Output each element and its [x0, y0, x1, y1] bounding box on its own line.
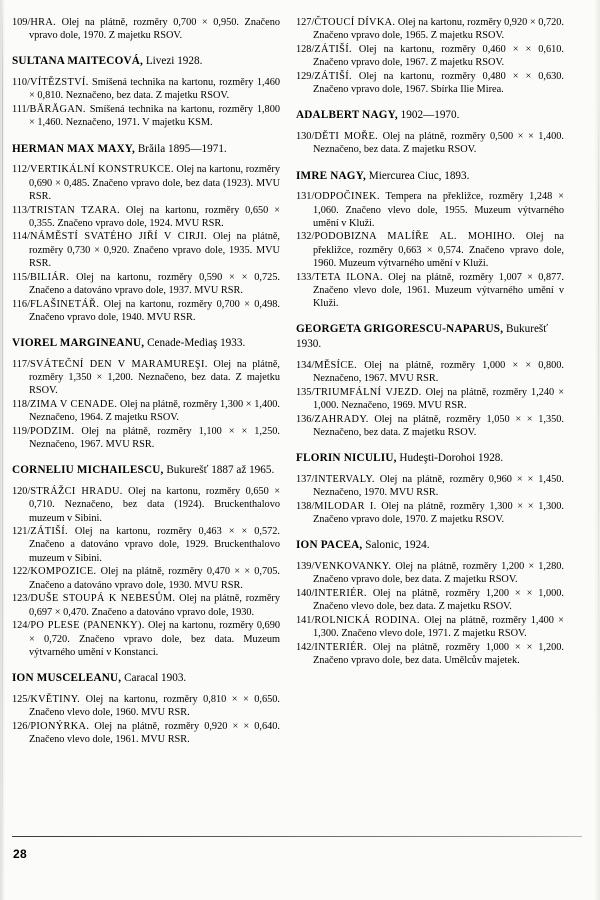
entry-description: Olej na kartonu, rozměry 0,480 × × 0,630. Značeno vpravo dole, 1967. Sbírka Ilie Mirea.	[313, 70, 564, 96]
artist-name: VIOREL MARGINEANU,	[12, 337, 145, 349]
catalogue-entry	[12, 398, 280, 424]
entry-number: 128/	[296, 43, 315, 55]
catalogue-entry	[12, 298, 280, 324]
entry-number: 126/	[12, 720, 31, 732]
catalogue-entry	[12, 425, 280, 451]
catalogue-entry-group	[12, 76, 280, 129]
entry-description: Olej na plátně, rozměry 0,697 × 0,470. Značeno a datováno vpravo dole, 1930.	[29, 593, 281, 618]
artist-name: HERMAN MAX MAXY,	[12, 142, 136, 155]
entry-number: 125/	[12, 693, 31, 705]
entry-number: 136/	[296, 413, 315, 425]
catalogue-entry-group	[296, 473, 564, 526]
catalogue-entry	[296, 500, 564, 526]
entry-description: Olej na kartonu, rozměry 0,650 × 0,355. Značeno vpravo dole, 1924. MVU RSR.	[29, 204, 280, 229]
entry-title: MILODAR I.	[314, 500, 377, 512]
entry-number: 111/	[12, 104, 30, 116]
entry-description: Smíšená technika na kartonu, rozměry 1,800 × 1,460. Neznačeno, 1971. V majetku KSM.	[29, 104, 280, 129]
entry-description: Tempera na překližce, rozměry 1,248 × 1,060. Značeno vlevo dole, 1955. Muzeum výtvarného umění v Kluži.	[313, 191, 564, 229]
entry-title: KVĚTINY.	[30, 693, 81, 705]
catalogue-entry	[296, 230, 564, 270]
entry-title: MĚSÍCE.	[314, 359, 358, 371]
entry-description: Olej na plátně, rozměry 1,000 × × 0,800. Neznačeno, 1967. MVU RSR.	[313, 359, 564, 385]
entry-description: Olej na plátně, rozměry 1,000 × × 1,200. Značeno vpravo dole, bez data. Umělcův majetek.	[313, 641, 564, 667]
entry-number: 115/	[12, 271, 30, 283]
artist-heading	[12, 463, 280, 478]
entry-number: 139/	[296, 561, 315, 573]
entry-number: 110/	[12, 77, 30, 89]
catalogue-entry-group	[12, 485, 280, 659]
entry-number: 116/	[12, 298, 30, 310]
entry-number: 123/	[12, 593, 31, 605]
entry-title: TRIUMFÁLNÍ VJEZD.	[314, 386, 422, 398]
entry-title: PODZIM.	[29, 425, 75, 437]
catalogue-entry	[12, 565, 280, 591]
artist-birthplace-year: Bukurešť 1930.	[296, 323, 549, 351]
entry-number: 131/	[296, 191, 315, 203]
entry-title: INTERIÉR.	[314, 588, 367, 600]
entry-number: 130/	[296, 131, 315, 143]
artist-birthplace-year: Bukurešť 1887 až 1965.	[163, 464, 275, 477]
artist-name: IMRE NAGY,	[296, 169, 366, 182]
entry-number: 120/	[12, 486, 31, 498]
entry-title: PIONÝRKA.	[30, 720, 90, 732]
entry-title: BILIÁR.	[29, 271, 70, 283]
entry-number: 124/	[12, 620, 31, 632]
entry-title: BĂRĂGAN.	[29, 104, 86, 116]
entry-description: Olej na kartonu, rozměry 0,590 × × 0,725. Značeno a datováno vpravo dole, 1937. MVU RSR.	[29, 271, 280, 296]
artist-birthplace-year: Caracal 1903.	[121, 671, 187, 684]
artist-heading	[12, 336, 280, 351]
entry-description: Olej na plátně, rozměry 1,240 × 1,000. Neznačeno, 1969. MVU RSR.	[313, 386, 565, 411]
entry-number: 135/	[296, 386, 315, 398]
entry-description: Olej na plátně, rozměry 0,700 × 0,950. Značeno vpravo dole, 1970. Z majetku RSOV.	[29, 17, 280, 42]
entry-title: DUŠE STOUPÁ K NEBESŮM.	[30, 593, 176, 605]
entry-description: Olej na kartonu, rozměry 0,700 × 0,498. Značeno vpravo dole, 1940. MVU RSR.	[29, 298, 280, 323]
entry-number: 141/	[296, 614, 315, 626]
entry-number: 137/	[296, 473, 315, 485]
artist-heading	[296, 322, 564, 352]
catalogue-entry-group	[296, 190, 564, 310]
catalogue-entry	[12, 485, 280, 525]
entry-description: Olej na překližce, rozměry 0,663 × 0,574. Značeno vpravo dole, 1960. Muzeum výtvarného umění v Kluži.	[313, 231, 564, 269]
artist-birthplace-year: Hudeşti-Dorohoi 1928.	[396, 452, 504, 465]
entry-title: NÁMĚSTÍ SVATÉHO JIŘÍ V CIRJI.	[29, 231, 208, 243]
catalogue-entry-group	[12, 16, 280, 42]
entry-description: Olej na plátně, rozměry 1,200 × 1,280. Značeno vpravo dole, bez data. Z majetku RSOV.	[313, 561, 564, 586]
entry-title: ZAHRADY.	[314, 413, 369, 425]
artist-heading	[12, 54, 280, 69]
entry-title: PO PLESE (PANENKY).	[30, 620, 145, 632]
entry-description: Olej na plátně, rozměry 0,730 × 0,920. Značeno vpravo dole, 1935. MVU RSR.	[29, 231, 281, 269]
artist-birthplace-year: Brăila 1895—1971.	[135, 142, 227, 155]
right-column	[286, 16, 572, 747]
entry-description: Olej na plátně, rozměry 0,470 × × 0,705. Značeno a datováno vpravo dole, 1930. MVU RSR.	[29, 566, 280, 591]
catalogue-entry-group	[12, 163, 280, 324]
catalogue-entry	[296, 271, 564, 311]
artist-birthplace-year: Salonic, 1924.	[362, 539, 430, 552]
catalogue-entry	[12, 16, 280, 42]
entry-number: 140/	[296, 588, 315, 600]
entry-number: 132/	[296, 231, 315, 243]
entry-title: ZÁTIŠÍ.	[314, 43, 352, 55]
entry-number: 118/	[12, 398, 30, 410]
entry-description: Olej na plátně, rozměry 0,960 × × 1,450. Neznačeno, 1970. MVU RSR.	[313, 473, 564, 499]
entry-description: Olej na plátně, rozměry 1,350 × 1,200. Neznačeno, bez data. Z majetku RSOV.	[29, 358, 280, 397]
entry-title: INTERIÉR.	[314, 641, 367, 653]
entry-title: PODOBIZNA MALÍŘE AL. MOHIHO.	[314, 231, 516, 243]
artist-name: ION MUSCELEANU,	[12, 671, 122, 684]
entry-title: STRÁŽCI HRADU.	[30, 486, 123, 498]
catalogue-entry-group	[12, 693, 280, 746]
footer-divider-rule	[12, 836, 582, 837]
catalogue-entry	[296, 587, 564, 613]
artist-name: ION PACEA,	[296, 539, 363, 552]
artist-name: FLORIN NICULIU,	[296, 452, 397, 465]
catalogue-entry	[12, 230, 280, 270]
catalogue-entry	[12, 525, 280, 565]
catalogue-entry	[12, 592, 280, 618]
entry-title: KOMPOZICE.	[30, 566, 97, 578]
entry-description: Olej na kartonu, rozměry 0,920 × 0,720. Značeno vpravo dole, 1965. Z majetku RSOV.	[313, 17, 564, 42]
artist-heading	[296, 169, 564, 184]
entry-description: Olej na kartonu, rozměry 0,650 × 0,710. Neznačeno, bez data (1924). Bruckenthalovo muzeum v Sibini.	[29, 486, 280, 524]
entry-description: Olej na kartonu, rozměry 0,460 × × 0,610. Značeno vpravo dole, 1967. Z majetku RSOV.	[313, 43, 564, 69]
catalogue-entry	[12, 693, 280, 719]
entry-description: Olej na plátně, rozměry 1,300 × × 1,300. Značeno vpravo dole, 1970. Z majetku RSOV.	[313, 500, 564, 526]
entry-description: Olej na plátně, rozměry 0,500 × × 1,400. Neznačeno, bez data. Z majetku RSOV.	[313, 131, 565, 156]
entry-description: Olej na plátně, rozměry 1,007 × 0,877. Značeno vlevo dole, 1961. Muzeum výtvarného umění v Kluži.	[313, 271, 565, 310]
catalogue-entry-group	[296, 130, 564, 156]
entry-description: Olej na plátně, rozměry 0,920 × × 0,640. Značeno vlevo dole, 1961. MVU RSR.	[29, 720, 280, 745]
entry-title: VERTIKÁLNÍ KONSTRUKCE.	[29, 164, 174, 176]
left-column	[0, 16, 286, 747]
entry-number: 109/	[12, 17, 31, 28]
entry-number: 129/	[296, 70, 315, 82]
catalogue-entry	[296, 16, 564, 42]
entry-title: ZÁTIŠÍ.	[30, 526, 68, 538]
entry-description: Olej na plátně, rozměry 1,300 × 1,400. Neznačeno, 1964. Z majetku RSOV.	[29, 398, 280, 424]
artist-heading	[12, 142, 280, 157]
catalogue-entry	[296, 413, 564, 439]
entry-title: ROLNICKÁ RODINA.	[314, 614, 420, 626]
entry-title: INTERVALY.	[314, 473, 375, 485]
artist-birthplace-year: Miercurea Ciuc, 1893.	[365, 169, 470, 182]
entry-title: DĚTI MOŘE.	[314, 131, 379, 143]
artist-name: SULTANA MAITECOVÁ,	[12, 55, 144, 68]
entry-number: 112/	[12, 164, 30, 176]
entry-number: 134/	[296, 359, 315, 371]
catalogue-entry	[296, 70, 564, 96]
entry-number: 127/	[296, 17, 315, 28]
entry-title: VENKOVANKY.	[314, 561, 392, 573]
catalogue-entry	[12, 103, 280, 129]
entry-number: 133/	[296, 271, 315, 283]
catalogue-entry	[12, 204, 280, 230]
artist-birthplace-year: Cenade-Mediaş 1933.	[144, 337, 246, 349]
entry-number: 138/	[296, 500, 315, 512]
entry-description: Olej na plátně, rozměry 1,400 × 1,300. Značeno vlevo dole, 1971. Z majetku RSOV.	[313, 614, 564, 640]
entry-title: ODPOČINEK.	[314, 191, 380, 203]
entry-title: ZIMA V CENADE.	[29, 398, 118, 410]
artist-heading	[296, 108, 564, 123]
catalogue-entry	[12, 271, 280, 297]
catalogue-entry	[12, 720, 280, 746]
entry-number: 121/	[12, 526, 31, 538]
catalogue-entry	[296, 560, 564, 586]
catalogue-entry-group	[296, 560, 564, 667]
catalogue-entry	[296, 190, 564, 230]
catalogue-entry	[296, 359, 564, 385]
entry-title: SVÁTEČNÍ DEN V MARAMUREŞI.	[29, 358, 208, 370]
artist-heading	[12, 671, 280, 686]
entry-title: ČTOUCÍ DÍVKA.	[314, 17, 396, 28]
catalogue-entry	[296, 386, 564, 412]
catalogue-entry	[296, 130, 564, 156]
entry-number: 122/	[12, 566, 31, 578]
entry-number: 119/	[12, 425, 30, 437]
entry-title: FLAŠINETÁŘ.	[29, 298, 100, 310]
catalogue-entry	[296, 641, 564, 667]
catalogue-entry-group	[296, 359, 564, 439]
entry-title: TETA ILONA.	[314, 271, 383, 283]
artist-birthplace-year: Livezi 1928.	[143, 55, 203, 68]
catalogue-entry	[12, 619, 280, 659]
page-number: 28	[13, 847, 27, 861]
entry-number: 113/	[12, 204, 30, 216]
artist-name: CORNELIU MICHAILESCU,	[12, 464, 164, 477]
artist-birthplace-year: 1902—1970.	[397, 109, 460, 122]
entry-title: ZÁTIŠÍ.	[314, 70, 352, 82]
entry-number: 114/	[12, 231, 30, 243]
two-column-text-body	[0, 16, 600, 747]
entry-description: Olej na plátně, rozměry 1,050 × × 1,350. Neznačeno, bez data. Z majetku RSOV.	[313, 413, 564, 438]
entry-description: Olej na kartonu, rozměry 0,690 × 0,485. Značeno vpravo dole, bez data (1923). MVU RSR.	[29, 164, 281, 202]
catalogue-entry	[296, 614, 564, 640]
catalogue-entry	[12, 76, 280, 102]
catalogue-entry-group	[12, 358, 280, 452]
artist-name: ADALBERT NAGY,	[296, 109, 398, 122]
entry-description: Olej na kartonu, rozměry 0,690 × 0,720. Značeno vpravo dole, bez data. Muzeum výtvarného umění v Konstanci.	[29, 620, 280, 658]
entry-number: 117/	[12, 358, 30, 370]
catalogue-entry	[296, 43, 564, 69]
entry-title: HRA.	[30, 17, 57, 28]
artist-heading	[296, 451, 564, 466]
entry-description: Olej na kartonu, rozměry 0,810 × × 0,650. Značeno vlevo dole, 1960. MVU RSR.	[29, 693, 280, 718]
entry-description: Olej na kartonu, rozměry 0,463 × × 0,572. Značeno a datováno vpravo dole, 1929. Bruckenthalovo muzeum v Sibini.	[29, 526, 280, 564]
artist-heading	[296, 538, 564, 553]
entry-number: 142/	[296, 641, 315, 653]
catalogue-entry	[12, 163, 280, 203]
entry-description: Olej na plátně, rozměry 1,200 × × 1,000. Značeno vlevo dole, bez data. Z majetku RSOV.	[313, 588, 564, 613]
catalogue-entry-group	[296, 16, 564, 96]
catalogue-entry	[12, 358, 280, 398]
entry-description: Smíšená technika na kartonu, rozměry 1,460 × 0,810. Neznačeno, bez data. Z majetku RSOV.	[29, 77, 280, 102]
catalogue-entry	[296, 473, 564, 499]
entry-title: VÍTĚZSTVÍ.	[29, 77, 89, 89]
entry-title: TRISTAN TZARA.	[29, 204, 121, 216]
entry-description: Olej na plátně, rozměry 1,100 × × 1,250. Neznačeno, 1967. MVU RSR.	[29, 425, 280, 451]
artist-name: GEORGETA GRIGORESCU-NAPARUS,	[296, 323, 504, 336]
